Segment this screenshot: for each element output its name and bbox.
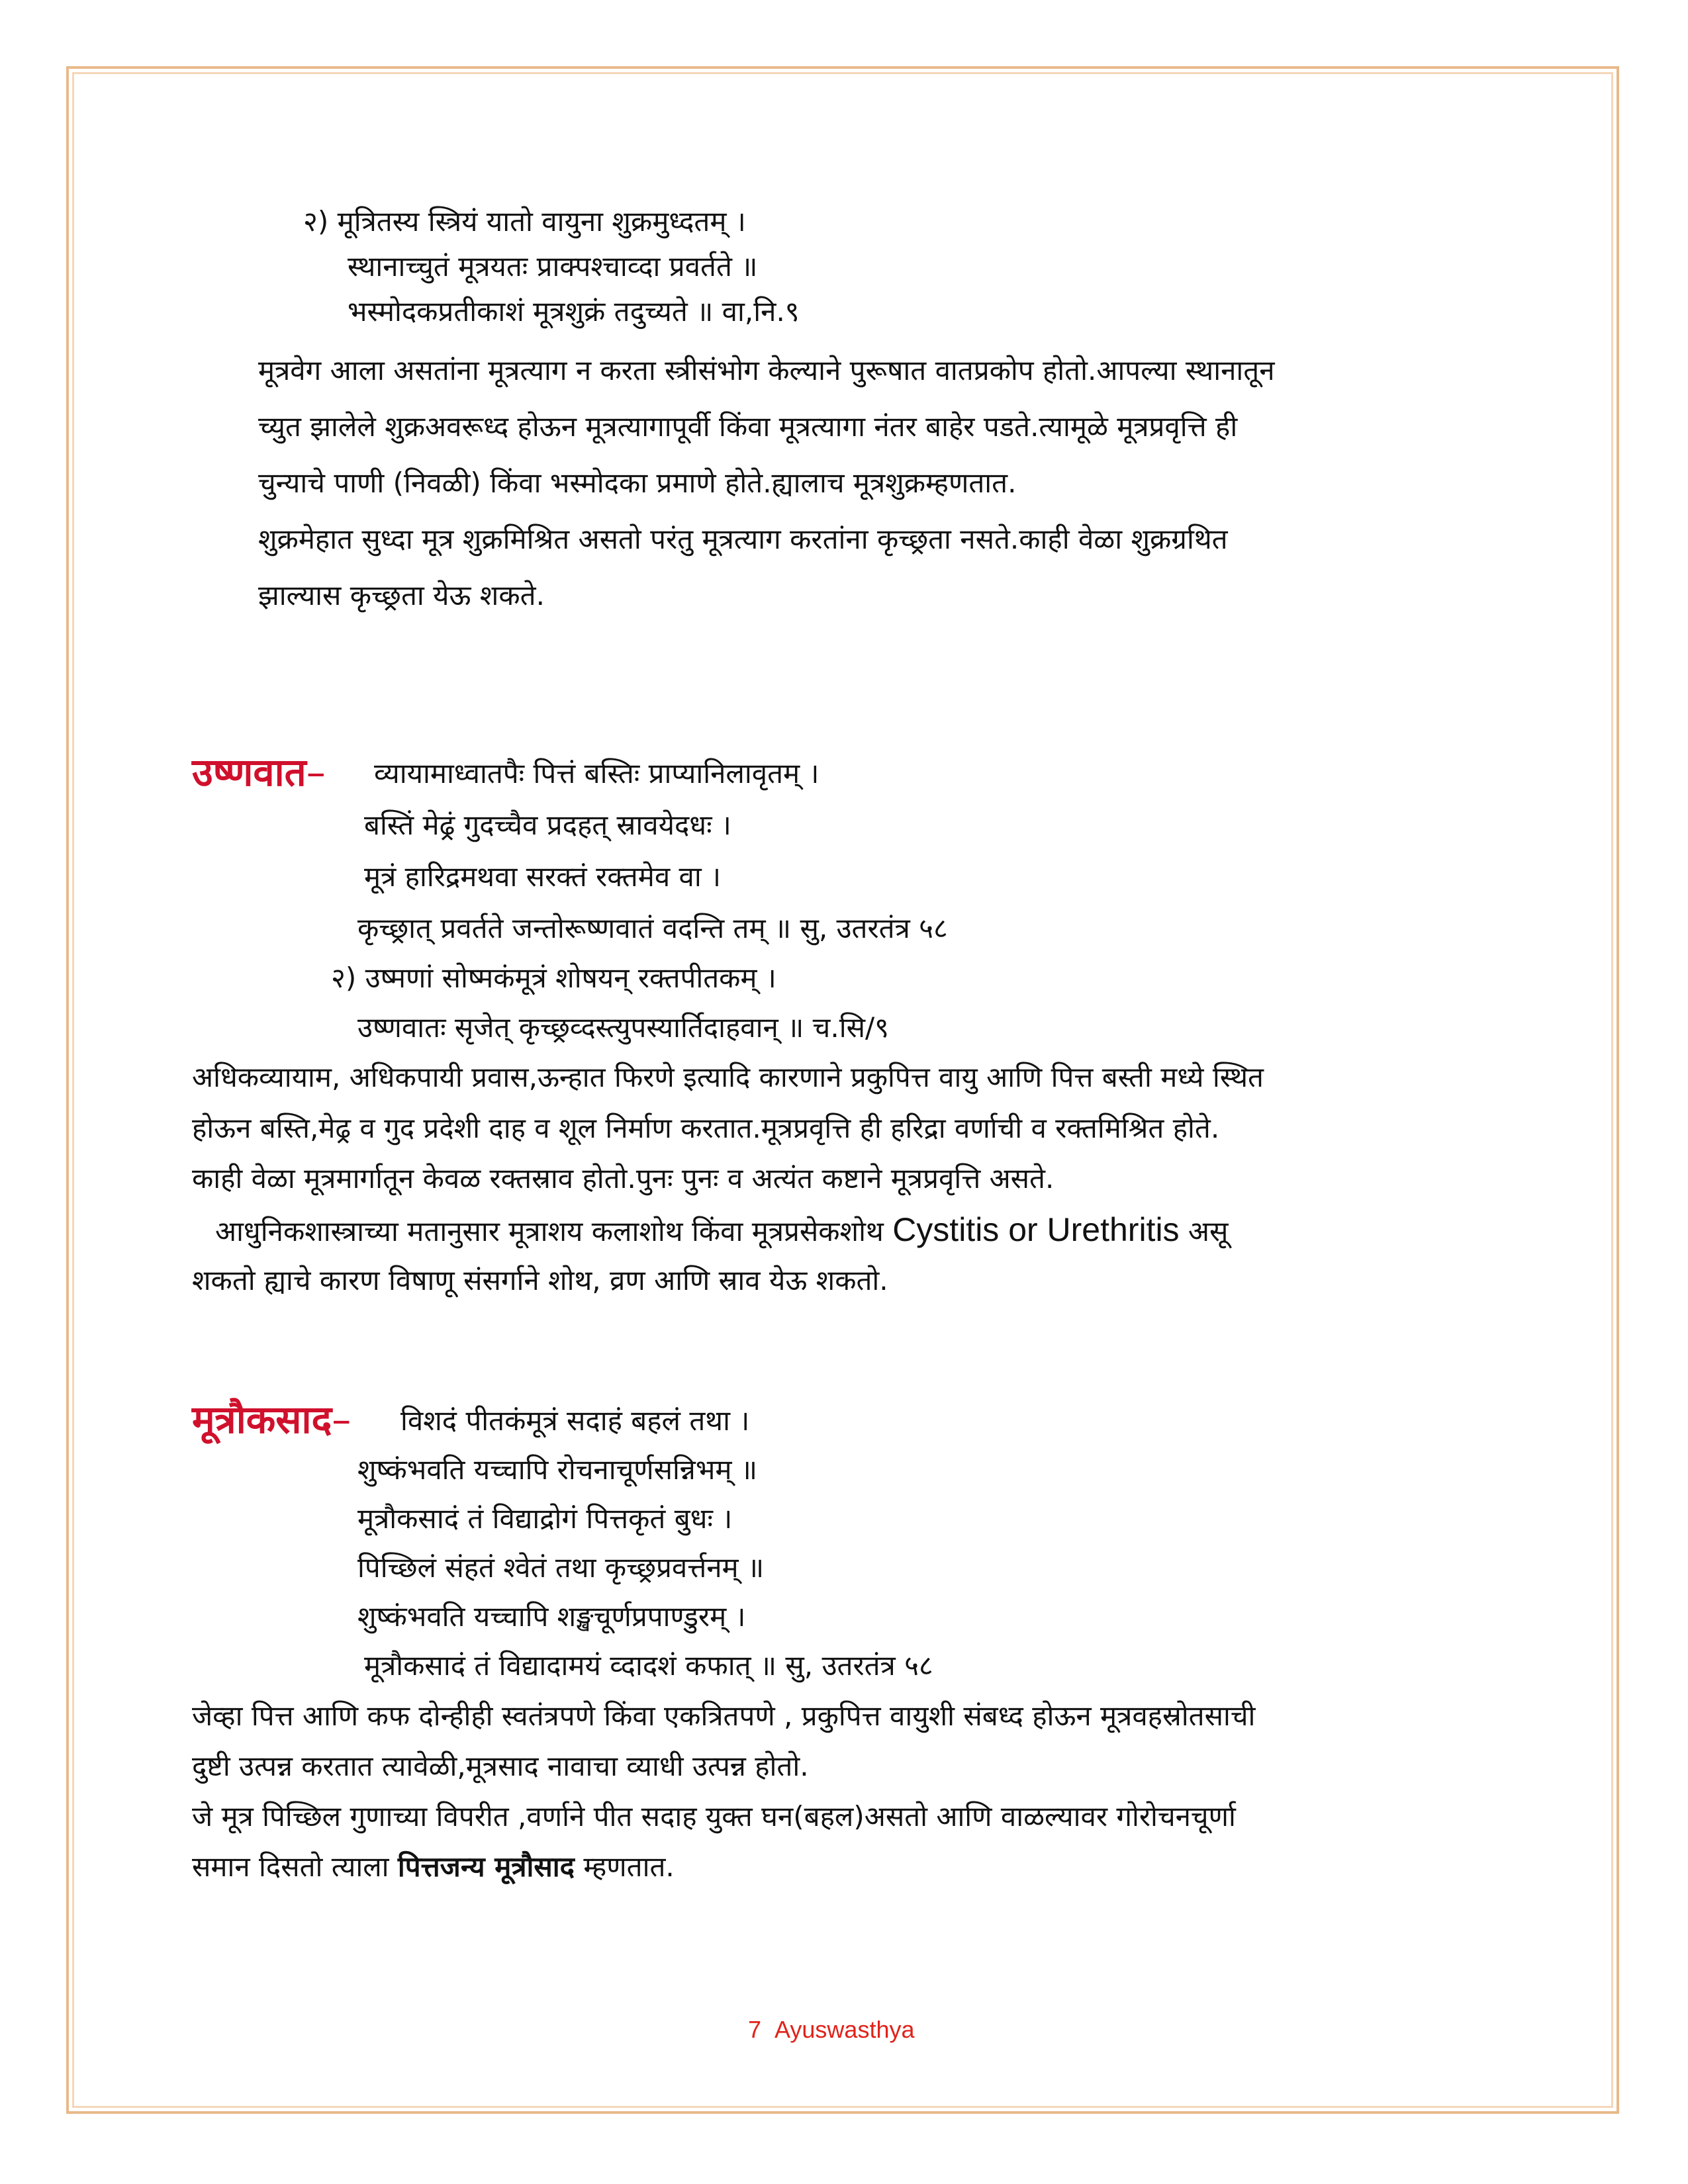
verse-line: स्थानाच्चुतं मूत्रयतः प्राक्पश्चाव्दा प्रवर्तते ॥: [348, 250, 758, 283]
paragraph-line: झाल्यास कृच्छ्रता येऊ शकते.: [258, 579, 545, 612]
paragraph-line: शुक्रमेहात सुध्दा मूत्र शुक्रमिश्रित असतो परंतु मूत्रत्याग करतांना कृच्छ्रता नसते.काही वेळा शुक्रग्रथित: [258, 523, 1228, 555]
paragraph-line: चुन्याचे पाणी (निवळी) किंवा भस्मोदका प्रमाणे होते.ह्यालाच मूत्रशुक्रम्हणतात.: [258, 467, 1017, 499]
paragraph-line: अधिकव्यायाम, अधिकपायी प्रवास,ऊन्हात फिरणे इत्यादि कारणाने प्रकुपित्त वायु आणि पित्त बस्ती मध्ये स्थित: [192, 1061, 1264, 1093]
verse-line: शुष्कंभवति यच्चापि शङ्खचूर्णप्रपाण्डुरम् ।: [357, 1600, 746, 1633]
verse-line: विशदं पीतकंमूत्रं सदाहं बहलं तथा ।: [400, 1404, 750, 1437]
english-term: Cystitis or Urethritis: [892, 1211, 1180, 1248]
footer-title: Ayuswasthya: [774, 2016, 915, 2043]
verse-line: मूत्रौकसादं तं विद्यादामयं व्दादशं कफात् ॥ सु, उतरतंत्र ५८: [364, 1649, 933, 1682]
verse-line: २) उष्मणां सोष्मकंमूत्रं शोषयन् रक्तपीतकम् ।: [331, 962, 776, 994]
verse-line: २) मूत्रितस्य स्त्रियं यातो वायुना शुक्रमुध्दतम् ।: [303, 205, 746, 238]
bold-term: पित्तजन्य मूत्रौसाद: [397, 1850, 575, 1883]
paragraph-line: जे मूत्र पिच्छिल गुणाच्या विपरीत ,वर्णाने पीत सदाह युक्त घन(बहल)असतो आणि वाळल्यावर गोरोचनचूर्णा: [192, 1800, 1236, 1833]
paragraph-line: काही वेळा मूत्रमार्गातून केवळ रक्तस्राव होतो.पुनः पुनः व अत्यंत कष्टाने मूत्रप्रवृत्ति असते.: [192, 1162, 1055, 1195]
heading-text: उष्णवात: [192, 750, 306, 795]
heading-text: मूत्रौकसाद: [192, 1397, 332, 1442]
verse-line: व्यायामाध्वातपैः पित्तं बस्तिः प्राप्यानिलावृतम् ।: [374, 757, 820, 790]
paragraph-line: मूत्रवेग आला असतांना मूत्रत्याग न करता स्त्रीसंभोग केल्याने पुरूषात वातप्रकोप होतो.आपल्या स्थानातून: [258, 354, 1275, 387]
paragraph-line: च्युत झालेले शुक्रअवरूध्द होऊन मूत्रत्यागापूर्वी किंवा मूत्रत्यागा नंतर बाहेर पडते.त्यामूळे मूत्रप्रवृत्ति ही: [258, 410, 1238, 443]
paragraph-line: समान दिसतो त्याला पित्तजन्य मूत्रौसाद म्हणतात.: [192, 1850, 675, 1883]
verse-line: बस्तिं मेढ्रं गुदच्चैव प्रदहत् स्रावयेदधः ।: [364, 809, 731, 841]
verse-line: पिच्छिलं संहतं श्वेतं तथा कृच्छ्रप्रवर्त्तनम् ॥: [357, 1551, 765, 1584]
paragraph-line: होऊन बस्ति,मेढ्र व गुद प्रदेशी दाह व शूल निर्माण करतात.मूत्रप्रवृत्ति ही हरिद्रा वर्णाची व रक्तमिश्रित होते.: [192, 1112, 1220, 1144]
paragraph-line: दुष्टी उत्पन्न करतात त्यावेळी,मूत्रसाद नावाचा व्याधी उत्पन्न होतो.: [192, 1750, 809, 1782]
verse-line: शुष्कंभवति यच्चापि रोचनाचूर्णसन्निभम् ॥: [357, 1453, 757, 1486]
page-number: 7: [748, 2016, 762, 2043]
verse-line: मूत्रौकसादं तं विद्याद्रोगं पित्तकृतं बुधः ।: [357, 1502, 733, 1535]
paragraph-line: जेव्हा पित्त आणि कफ दोन्हीही स्वतंत्रपणे किंवा एकत्रितपणे , प्रकुपित्त वायुशी संबध्द होऊन मूत्रवहस्रोतसाची: [192, 1700, 1256, 1732]
section-heading-mutraukasad: मूत्रौकसाद–: [192, 1397, 352, 1442]
paragraph-line: शकतो ह्याचे कारण विषाणू संसर्गाने शोथ, व्रण आणि स्राव येऊ शकतो.: [192, 1264, 888, 1297]
paragraph-line: आधुनिकशास्त्राच्या मतानुसार मूत्राशय कलाशोथ किंवा मूत्रप्रसेकशोथ Cystitis or Urethritis असू: [215, 1211, 1229, 1248]
verse-line: मूत्रं हारिद्रमथवा सरक्तं रक्तमेव वा ।: [364, 860, 722, 893]
section-heading-ushnavata: उष्णवात–: [192, 750, 326, 795]
verse-line: भस्मोदकप्रतीकाशं मूत्रशुक्रं तदुच्यते ॥ वा,नि.९: [348, 295, 800, 328]
verse-line: कृच्छ्रात् प्रवर्तते जन्तोरूष्णवातं वदन्ति तम् ॥ सु, उतरतंत्र ५८: [357, 912, 948, 944]
page-footer: [748, 2016, 915, 2044]
verse-line: उष्णवातः सृजेत् कृच्छ्रव्दस्त्युपस्यार्तिदाहवान् ॥ च.सि/९: [357, 1011, 889, 1044]
